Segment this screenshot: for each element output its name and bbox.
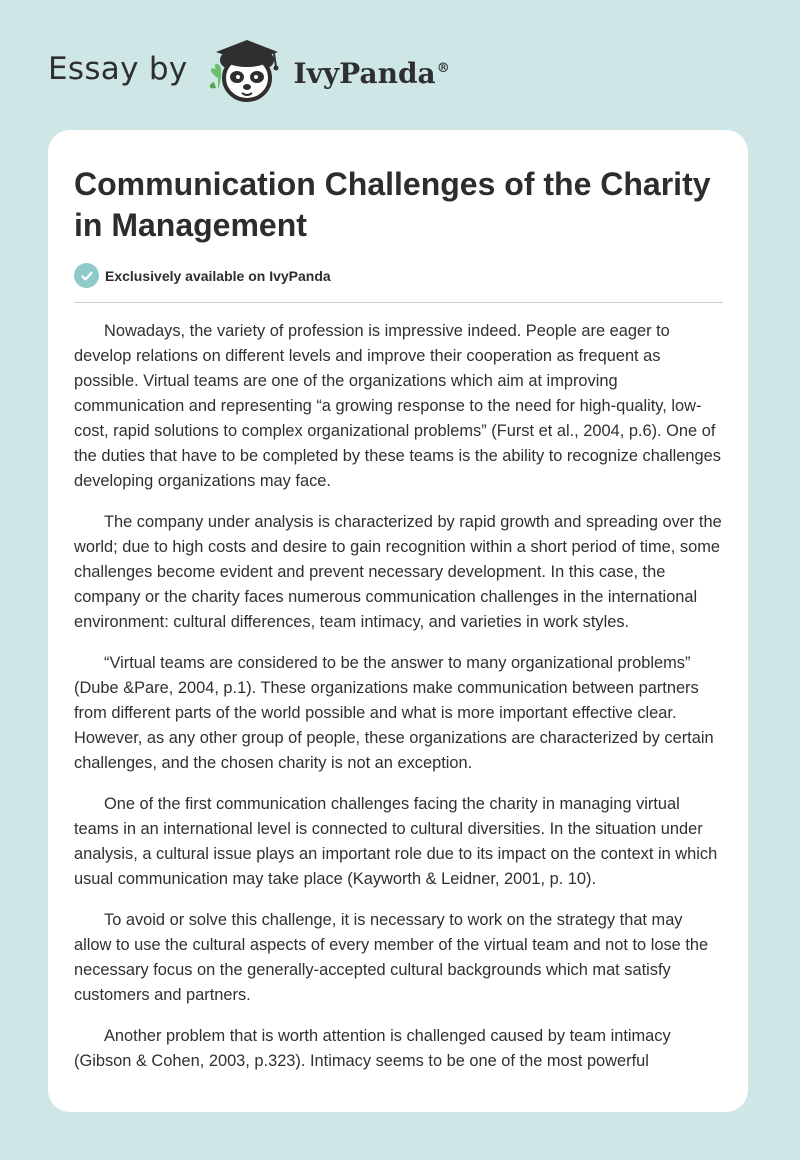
panda-graduate-icon — [204, 36, 288, 108]
paragraph: “Virtual teams are considered to be the answer to many organizational problems” (Dube &Pare, 2004, p.1). These organizations make communication between partners from different parts of the world possible and what is more important effective clear. However, as any other group of people, these organizations are characterized by certain challenges, and the chosen charity is not an exception. — [74, 654, 714, 772]
brand-name: IvyPanda® — [293, 56, 450, 90]
paragraph: Another problem that is worth attention is challenged caused by team intimacy (Gibson & Cohen, 2003, p.323). Intimacy seems to be one of the most powerful — [74, 1027, 671, 1070]
brand-logo[interactable] — [48, 36, 450, 108]
essay-card — [48, 130, 748, 1112]
exclusive-badge — [74, 263, 331, 288]
divider — [74, 302, 723, 303]
paragraph: One of the first communication challenges facing the charity in managing virtual teams in an international level is connected to cultural diversities. In the situation under analysis, a cultural issue plays an important role due to its impact on the context in which usual communication may take place (Kayworth & Leidner, 2001, p. 10). — [74, 795, 718, 888]
exclusive-label: Exclusively available on IvyPanda — [105, 267, 331, 284]
check-circle-icon — [74, 263, 99, 288]
paragraph: The company under analysis is characterized by rapid growth and spreading over the world; due to high costs and desire to gain recognition within a short period of time, some challenges become evident and prevent necessary development. In this case, the company or the charity faces numerous communication challenges in the international environment: cultural differences, team intimacy, and varieties in work styles. — [74, 513, 722, 631]
paragraph: To avoid or solve this challenge, it is necessary to work on the strategy that may allow to use the cultural aspects of every member of the virtual team and not to lose the necessary focus on the generally-accepted cultural backgrounds which mat satisfy customers and partners. — [74, 911, 709, 1004]
registered-mark: ® — [436, 61, 450, 77]
essay-body — [74, 319, 724, 1090]
paragraph: Nowadays, the variety of profession is impressive indeed. People are eager to develop relations on different levels and improve their cooperation as frequent as possible. Virtual teams are one of the organizations which aim at improving communication and representing “a growing response to the need for high-quality, low-cost, rapid solutions to complex organizational problems” (Furst et al., 2004, p.6). One of the duties that have to be completed by these teams is the ability to recognize challenges developing organizations may face. — [74, 322, 721, 490]
brand-prefix: Essay by — [48, 51, 188, 87]
page-title: Communication Challenges of the Charity in Management — [74, 166, 711, 243]
